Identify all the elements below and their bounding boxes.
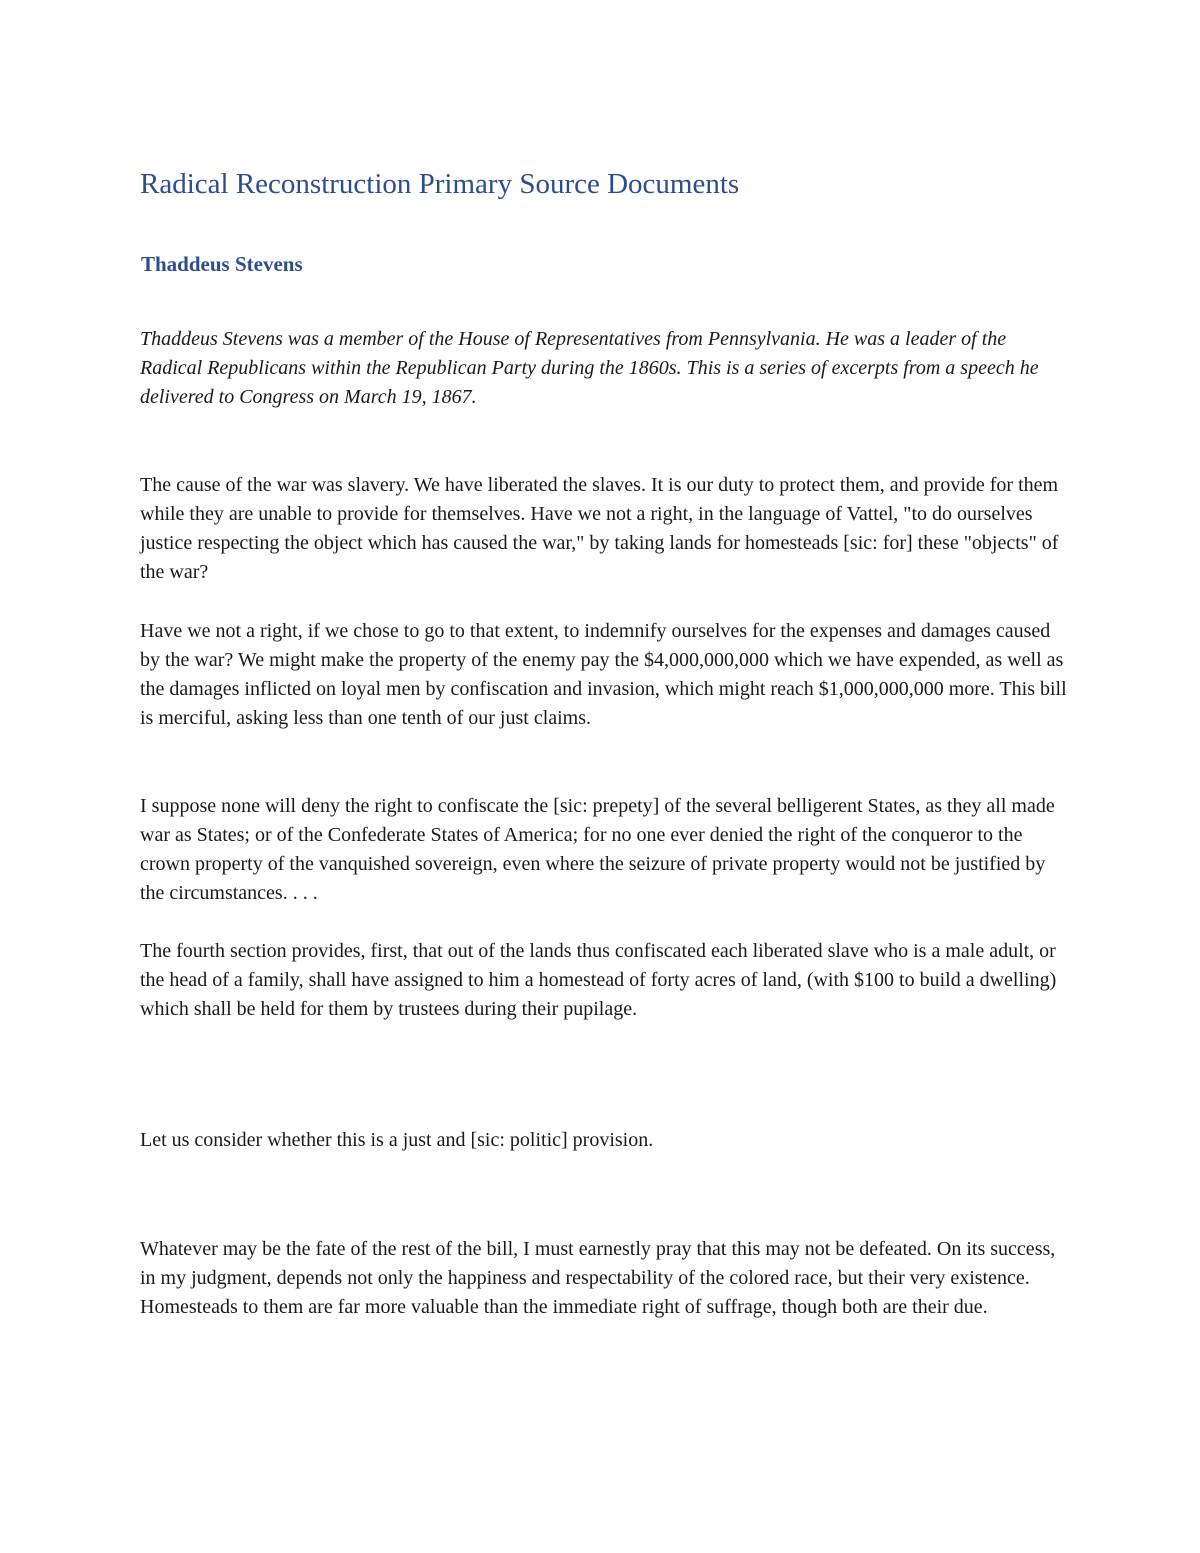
speech-paragraph: The fourth section provides, first, that out of the lands thus confiscated each liberated slave who is a male adult, or the head of a family, shall have assigned to him a homestead of forty acres of land, (with $100 to build a dwelling) which shall be held for them by trustees during their pupilage. (140, 940, 1057, 1020)
speech-paragraph: I suppose none will deny the right to confiscate the [sic: prepety] of the several belligerent States, as they all made war as States; or of the Confederate States of America; for no one ever denied the right of the conqueror to the crown property of the vanquished sovereign, even where the seizure of private property would not be justified by the circumstances. . . . (140, 795, 1055, 904)
speech-paragraph: Whatever may be the fate of the rest of the bill, I must earnestly pray that this may not be defeated. On its success, in my judgment, depends not only the happiness and respectability of the colored race, but their very existence. Homesteads to them are far more valuable than the immediate right of suffrage, though both are their due. (140, 1238, 1056, 1318)
speech-paragraph: The cause of the war was slavery. We have liberated the slaves. It is our duty to protect them, and provide for them while they are unable to provide for themselves. Have we not a right, in the language of Vattel, "to do ourselves justice respecting the object which has caused the war," by taking lands for homesteads [sic: for] these "objects" of the war? (140, 474, 1059, 583)
speech-paragraph: Have we not a right, if we chose to go to that extent, to indemnify ourselves for the expenses and damages caused by the war? We might make the property of the enemy pay the $4,000,000,000 which we have expended, as well as the damages inflicted on loyal men by confiscation and invasion, which might reach $1,000,000,000 more. This bill is merciful, asking less than one tenth of our just claims. (140, 620, 1067, 729)
intro-paragraph: Thaddeus Stevens was a member of the House of Representatives from Pennsylvania. He was a leader of the Radical Republicans within the Republican Party during the 1860s. This is a series of excerpts from a speech he delivered to Congress on March 19, 1867. (140, 328, 1039, 408)
document-title: Radical Reconstruction Primary Source Documents (140, 168, 740, 200)
speech-paragraph: Let us consider whether this is a just and [sic: politic] provision. (140, 1129, 654, 1151)
section-heading: Thaddeus Stevens (141, 252, 303, 276)
